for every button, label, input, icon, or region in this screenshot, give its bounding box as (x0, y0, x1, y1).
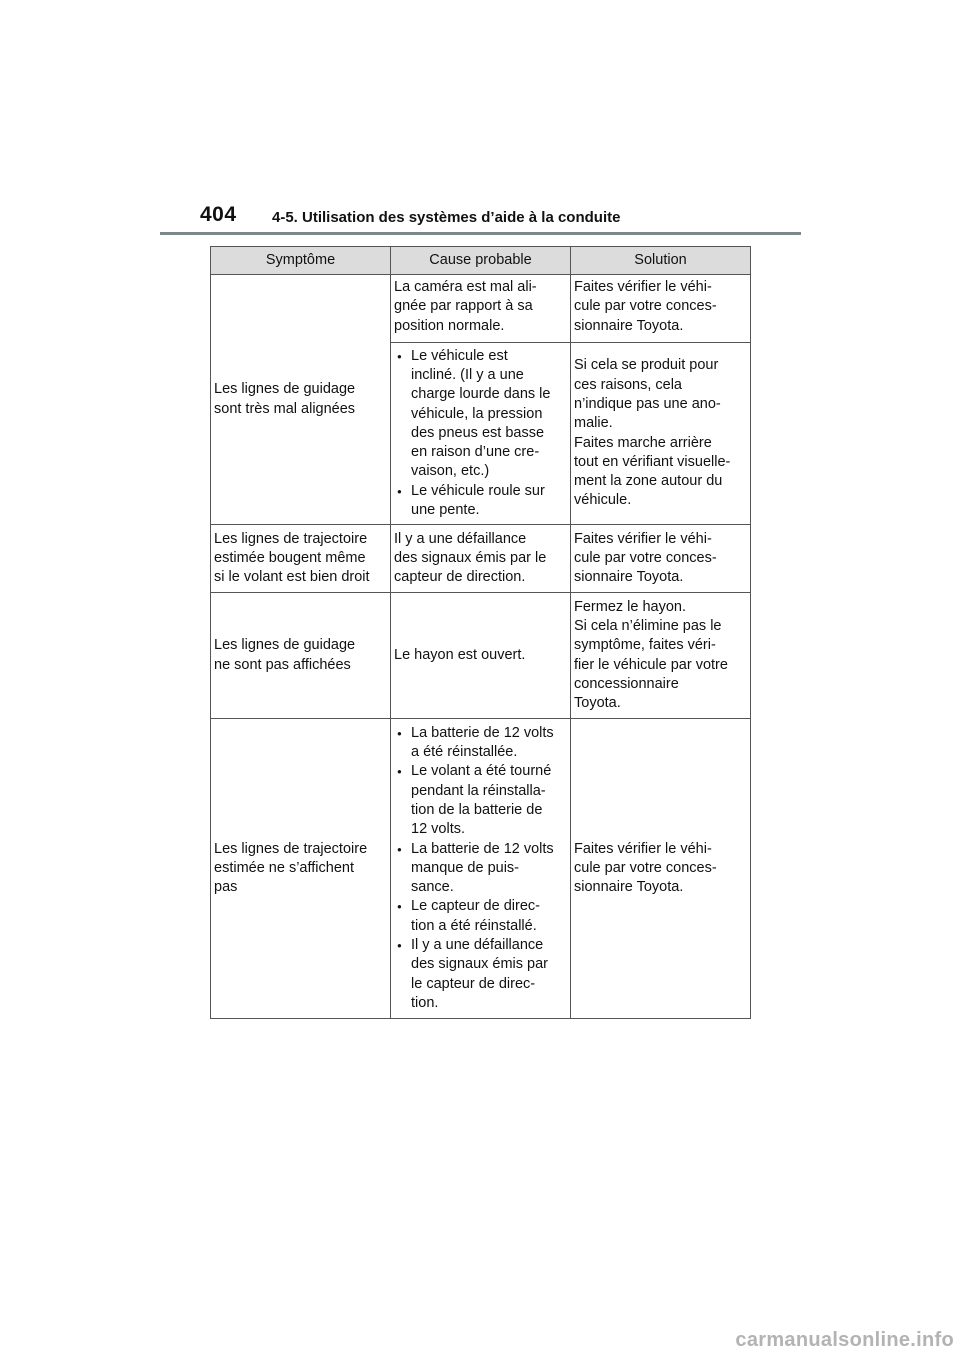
list-item: ● Le volant a été tourné pendant la réinstalla- tion de la batterie de 12 volts. (394, 762, 568, 839)
symptom-text: Les lignes de trajectoire estimée ne s’affichent pas (214, 840, 368, 896)
symptom-cell (211, 275, 391, 525)
symptom-cell (211, 593, 391, 719)
list-item: ● Le véhicule est incliné. (Il y a une charge lourde dans le véhicule, la pression des pneus est basse en raison d’une cre- vaison, etc.) (394, 347, 568, 482)
table-row (211, 275, 751, 343)
header-cause: Cause probable (391, 247, 571, 275)
solution-cell (571, 593, 751, 719)
symptom-text: Les lignes de guidage ne sont pas affichées (214, 637, 356, 673)
cause-cell (391, 343, 571, 525)
cause-cell (391, 525, 571, 593)
list-item: ● La batterie de 12 volts a été réinstallée. (394, 724, 568, 763)
cause-text: Le hayon est ouvert. (394, 646, 526, 663)
solution-text: Si cela se produit pour ces raisons, cela n’indique pas une ano- malie. Faites marche arrière tout en vérifiant visuelle- ment la zone autour du véhicule. (574, 357, 731, 509)
solution-cell (571, 525, 751, 593)
table-row (211, 525, 751, 593)
symptom-text: Les lignes de trajectoire estimée bougent même si le volant est bien droit (214, 530, 370, 586)
solution-cell (571, 719, 751, 1019)
solution-text: Faites vérifier le véhi- cule par votre conces- sionnaire Toyota. (574, 530, 717, 586)
solution-text: Fermez le hayon. Si cela n’élimine pas le symptôme, faites véri- fier le véhicule par votre concessionnaire Toyota. (574, 598, 728, 712)
solution-text: Faites vérifier le véhi- cule par votre conces- sionnaire Toyota. (574, 279, 717, 334)
solution-cell (571, 275, 751, 343)
header-symptom: Symptôme (211, 247, 391, 275)
page-number: 404 (200, 203, 237, 226)
symptom-cell (211, 719, 391, 1019)
watermark: carmanualsonline.info (735, 1329, 954, 1351)
cause-cell (391, 275, 571, 343)
table-row (211, 593, 751, 719)
list-item: ● Le véhicule roule sur une pente. (394, 482, 568, 521)
solution-text: Faites vérifier le véhi- cule par votre conces- sionnaire Toyota. (574, 840, 717, 896)
header-divider (160, 232, 801, 235)
troubleshooting-table (210, 246, 751, 1019)
cause-list (394, 724, 568, 1013)
table-row (211, 719, 751, 1019)
section-title: 4-5. Utilisation des systèmes d’aide à la conduite (272, 209, 621, 226)
list-item: ● La batterie de 12 volts manque de puis- sance. (394, 840, 568, 898)
symptom-text: Les lignes de guidage sont très mal alignées (214, 381, 356, 417)
header-solution: Solution (571, 247, 751, 275)
solution-cell (571, 343, 751, 525)
table-header-row (211, 247, 751, 275)
list-item: ● Le capteur de direc- tion a été réinstallé. (394, 897, 568, 936)
cause-text: Il y a une défaillance des signaux émis par le capteur de direction. (394, 530, 547, 586)
cause-list (394, 347, 568, 521)
cause-cell (391, 719, 571, 1019)
symptom-cell (211, 525, 391, 593)
list-item: ● Il y a une défaillance des signaux émis par le capteur de direc- tion. (394, 936, 568, 1013)
cause-text: La caméra est mal ali- gnée par rapport à sa position normale. (394, 279, 537, 334)
cause-cell (391, 593, 571, 719)
